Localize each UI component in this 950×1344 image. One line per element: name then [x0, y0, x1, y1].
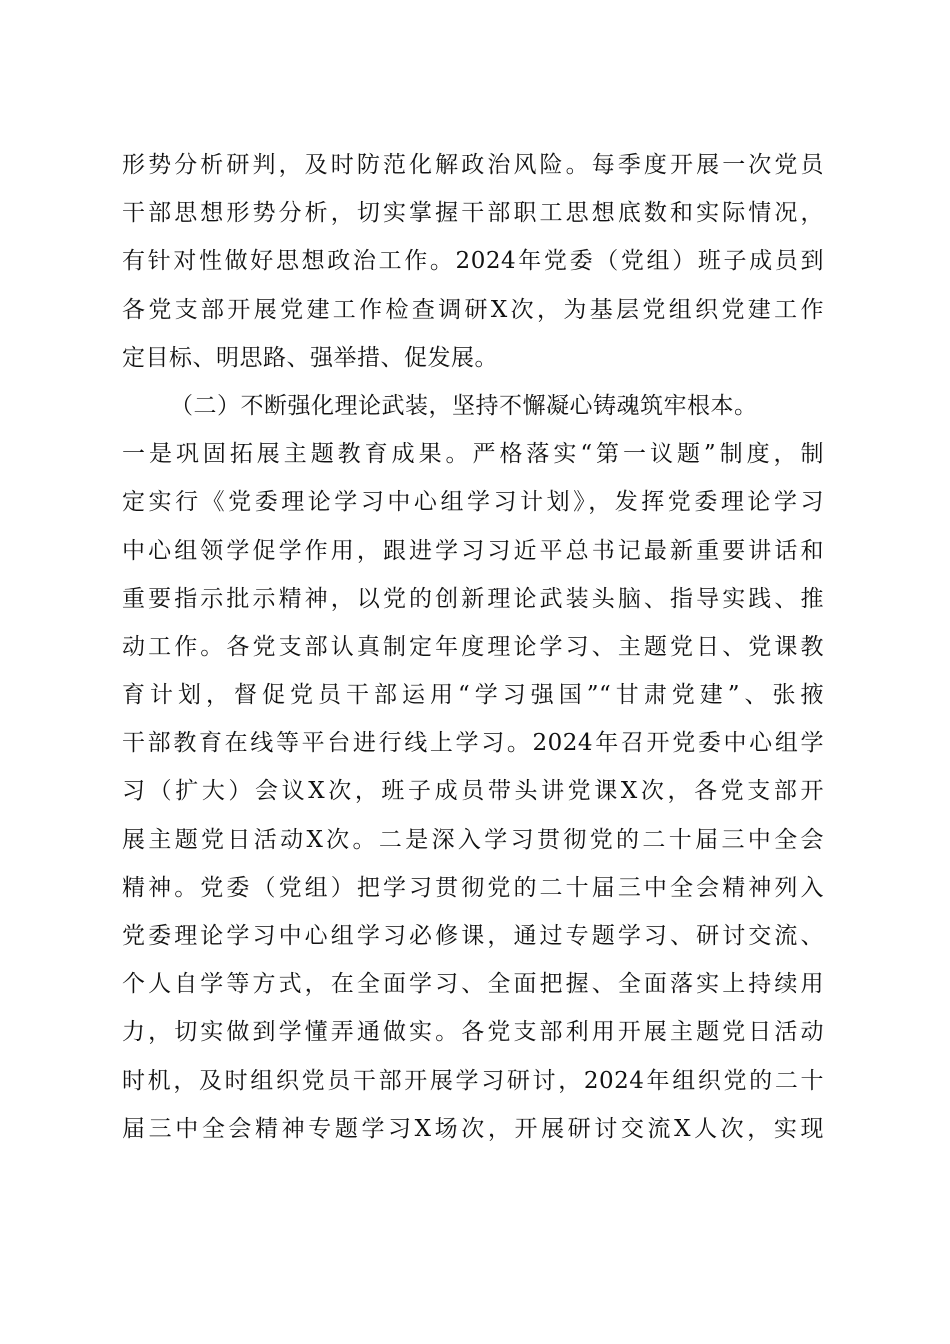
text-line: 育计划，督促党员干部运用“学习强国”“甘肃党建”、张掖 [122, 682, 824, 709]
text-line: 形势分析研判，及时防范化解政治风险。每季度开展一次党员 [122, 152, 824, 178]
text-line: 届三中全会精神专题学习X场次，开展研讨交流X人次，实现 [122, 1115, 824, 1142]
document-body [122, 141, 824, 1153]
paragraph-political-risk [122, 141, 824, 382]
section-heading: （二）不断强化理论武装，坚持不懈凝心铸魂筑牢根本。 [170, 392, 758, 419]
text-line: 各党支部开展党建工作检查调研X次，为基层党组织党建工作 [122, 296, 824, 323]
text-line: 有针对性做好思想政治工作。2024年党委（党组）班子成员到 [122, 248, 824, 275]
text-line: 个人自学等方式，在全面学习、全面把握、全面落实上持续用 [122, 971, 824, 998]
text-line: 时机，及时组织党员干部开展学习研讨，2024年组织党的二十 [122, 1067, 824, 1094]
text-line: 精神。党委（党组）把学习贯彻党的二十届三中全会精神列入 [122, 874, 824, 901]
text-line: 力，切实做到学懂弄通做实。各党支部利用开展主题党日活动 [122, 1019, 824, 1046]
text-line: 党委理论学习中心组学习必修课，通过专题学习、研讨交流、 [122, 923, 824, 949]
paragraph-theory-armament [122, 382, 824, 1153]
text-line: 定目标、明思路、强举措、促发展。 [122, 344, 498, 371]
text-line: 展主题党日活动X次。二是深入学习贯彻党的二十届三中全会 [122, 826, 824, 853]
text-line: 中心组领学促学作用，跟进学习习近平总书记最新重要讲话和 [122, 537, 824, 564]
text-line: 干部教育在线等平台进行线上学习。2024年召开党委中心组学 [122, 730, 824, 757]
text-line: 动工作。各党支部认真制定年度理论学习、主题党日、党课教 [122, 633, 824, 660]
text-line: 一是巩固拓展主题教育成果。严格落实“第一议题”制度，制 [122, 441, 824, 468]
text-line: 重要指示批示精神，以党的创新理论武装头脑、指导实践、推 [122, 585, 824, 612]
text-line: 干部思想形势分析，切实掌握干部职工思想底数和实际情况， [122, 200, 824, 227]
text-line: 习（扩大）会议X次，班子成员带头讲党课X次，各党支部开 [122, 778, 824, 805]
text-line: 定实行《党委理论学习中心组学习计划》，发挥党委理论学习 [122, 489, 824, 516]
